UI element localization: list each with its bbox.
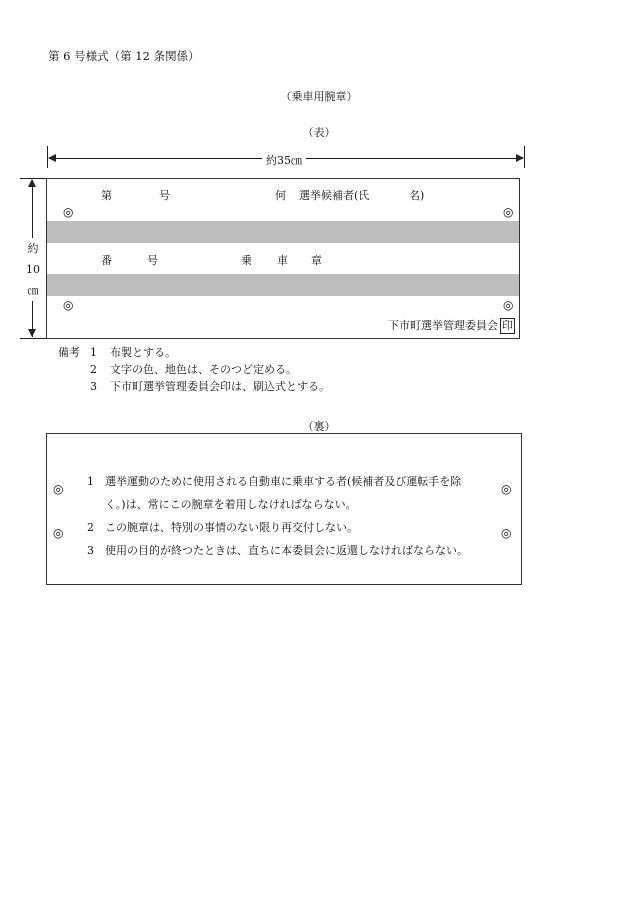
color-band-bottom — [47, 274, 519, 296]
issuer-name: 下市町選挙管理委員会 — [388, 319, 498, 332]
width-label: 約35㎝ — [262, 152, 306, 168]
hole-mark-icon: ◎ — [501, 526, 512, 540]
color-band-top — [47, 221, 519, 243]
instruction-text: この腕章は、特別の事情のない限り再交付しない。 — [105, 521, 358, 534]
dimension-tick-right — [524, 146, 525, 168]
notes-heading: 備考 — [58, 346, 80, 359]
arrow-down-icon — [28, 329, 36, 337]
notes — [58, 344, 330, 395]
note-text: 文字の色、地色は、そのつど定める。 — [110, 363, 297, 376]
instruction-text: 使用の目的が終つたときは、直ちに本委員会に返還しなければならない。 — [105, 544, 468, 557]
hole-mark-icon: ◎ — [53, 526, 64, 540]
arrow-up-icon — [28, 179, 36, 187]
back-instructions — [87, 470, 468, 562]
height-label — [18, 238, 48, 301]
height-label-line: 約 — [27, 242, 39, 255]
front-side-label: （表） — [302, 126, 336, 139]
back-side-label: （裏） — [302, 420, 336, 433]
form-number: 第 6 号様式（第 12 条関係） — [48, 49, 200, 63]
election-name-label: 何 — [275, 189, 286, 202]
armband-front — [46, 178, 520, 339]
number-suffix-label: 号 — [159, 189, 170, 202]
hole-mark-icon: ◎ — [63, 205, 74, 219]
official-seal: 印 — [502, 319, 513, 332]
hole-mark-icon: ◎ — [53, 482, 64, 496]
note-item — [58, 344, 330, 361]
note-number: 3 — [90, 380, 97, 393]
instruction-number: 1 — [87, 475, 94, 488]
instruction-item — [87, 516, 468, 539]
armband-title-char: 乗 — [241, 254, 252, 267]
arrow-right-icon — [516, 154, 524, 162]
instruction-number: 3 — [87, 544, 94, 557]
hole-mark-icon: ◎ — [63, 298, 74, 312]
instruction-continuation — [87, 493, 468, 516]
instruction-item — [87, 470, 468, 493]
instruction-text: く。)は、常にこの腕章を着用しなければならない。 — [105, 498, 357, 511]
note-text: 布製とする。 — [110, 346, 176, 359]
armband-back — [46, 433, 522, 585]
number-prefix-label: 第 — [101, 189, 112, 202]
instruction-number: 2 — [87, 521, 94, 534]
issuer-label — [388, 317, 515, 334]
instruction-text: 選挙運動のために使用される自動車に乗車する者(候補者及び運転手を除 — [105, 475, 462, 488]
hole-mark-icon: ◎ — [503, 205, 514, 219]
hole-mark-icon: ◎ — [503, 298, 514, 312]
hole-mark-icon: ◎ — [501, 482, 512, 496]
note-text: 下市町選挙管理委員会印は、刷込式とする。 — [110, 380, 330, 393]
armband-title-char: 車 — [277, 254, 288, 267]
note-number: 2 — [90, 363, 97, 376]
arrow-left-icon — [48, 154, 56, 162]
armband-title-char: 章 — [311, 254, 322, 267]
instruction-item — [87, 539, 468, 562]
document-subtitle: （乗車用腕章） — [280, 90, 358, 103]
dimension-tick-bottom — [20, 338, 47, 339]
note-item — [58, 361, 330, 378]
note-item — [58, 378, 330, 395]
candidate-name-end-label: 名) — [409, 189, 425, 202]
height-label-line: 10 — [26, 263, 40, 276]
serial-label-b: 号 — [147, 254, 158, 267]
serial-label-a: 番 — [101, 254, 112, 267]
height-label-line: ㎝ — [27, 284, 39, 297]
candidate-label: 選挙候補者(氏 — [299, 189, 370, 202]
note-number: 1 — [90, 346, 97, 359]
